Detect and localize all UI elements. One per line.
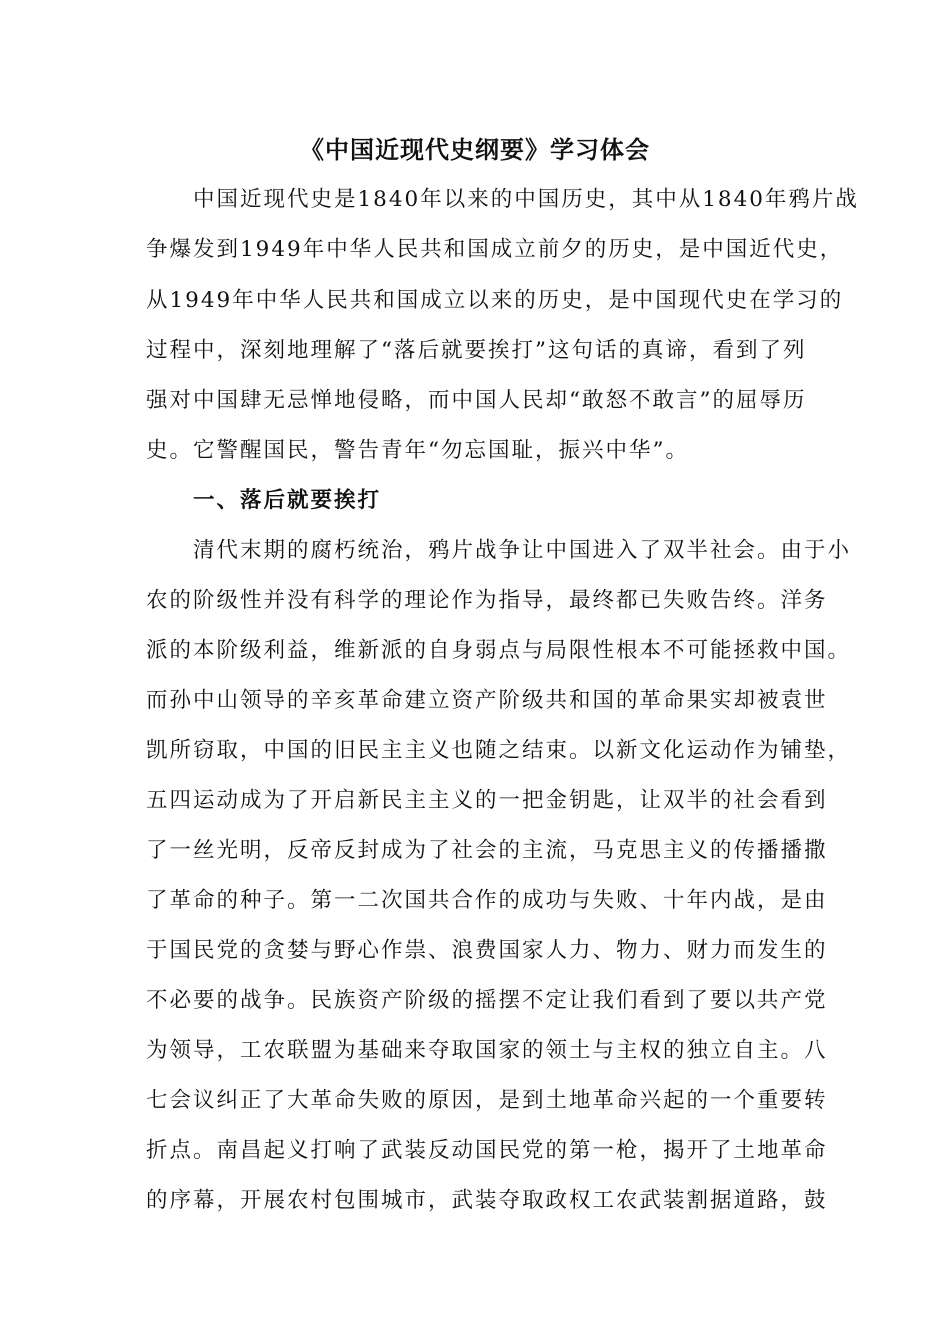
body-line: 七会议纠正了大革命失败的原因，是到土地革命兴起的一个重要转 [146,1088,828,1113]
body-line: 折点。南昌起义打响了武装反动国民党的第一枪，揭开了土地革命 [146,1138,828,1163]
document-title: 《中国近现代史纲要》学习体会 [300,136,650,164]
body-line: 而孙中山领导的辛亥革命建立资产阶级共和国的革命果实却被袁世 [146,688,828,713]
intro-line: 争爆发到1949年中华人民共和国成立前夕的历史，是中国近代史， [146,237,844,262]
body-line: 不必要的战争。民族资产阶级的摇摆不定让我们看到了要以共产党 [146,988,828,1013]
intro-line: 中国近现代史是1840年以来的中国历史，其中从1840年鸦片战 [146,187,859,212]
body-line: 派的本阶级利益，维新派的自身弱点与局限性根本不可能拯救中国。 [146,638,852,663]
intro-line: 强对中国肆无忌惮地侵略，而中国人民却“敢怒不敢言”的屈辱历 [146,388,807,413]
body-line: 清代末期的腐朽统治，鸦片战争让中国进入了双半社会。由于小 [146,538,852,563]
intro-line: 从1949年中华人民共和国成立以来的历史，是中国现代史在学习的 [146,288,844,313]
intro-line: 史。它警醒国民，警告青年“勿忘国耻，振兴中华”。 [146,438,689,463]
body-line: 了革命的种子。第一二次国共合作的成功与失败、十年内战，是由 [146,888,828,913]
body-line: 了一丝光明，反帝反封成为了社会的主流，马克思主义的传播播撒 [146,838,828,863]
body-line: 农的阶级性并没有科学的理论作为指导，最终都已失败告终。洋务 [146,588,828,613]
body-line: 于国民党的贪婪与野心作祟、浪费国家人力、物力、财力而发生的 [146,938,828,963]
intro-line: 过程中，深刻地理解了“落后就要挨打”这句话的真谛，看到了列 [146,338,807,363]
body-line: 为领导，工农联盟为基础来夺取国家的领土与主权的独立自主。八 [146,1038,828,1063]
body-line: 五四运动成为了开启新民主主义的一把金钥匙，让双半的社会看到 [146,788,828,813]
section-heading: 一、落后就要挨打 [146,488,382,513]
body-line: 的序幕，开展农村包围城市，武装夺取政权工农武装割据道路，鼓 [146,1188,828,1213]
body-line: 凯所窃取，中国的旧民主主义也随之结束。以新文化运动作为铺垫， [146,738,852,763]
